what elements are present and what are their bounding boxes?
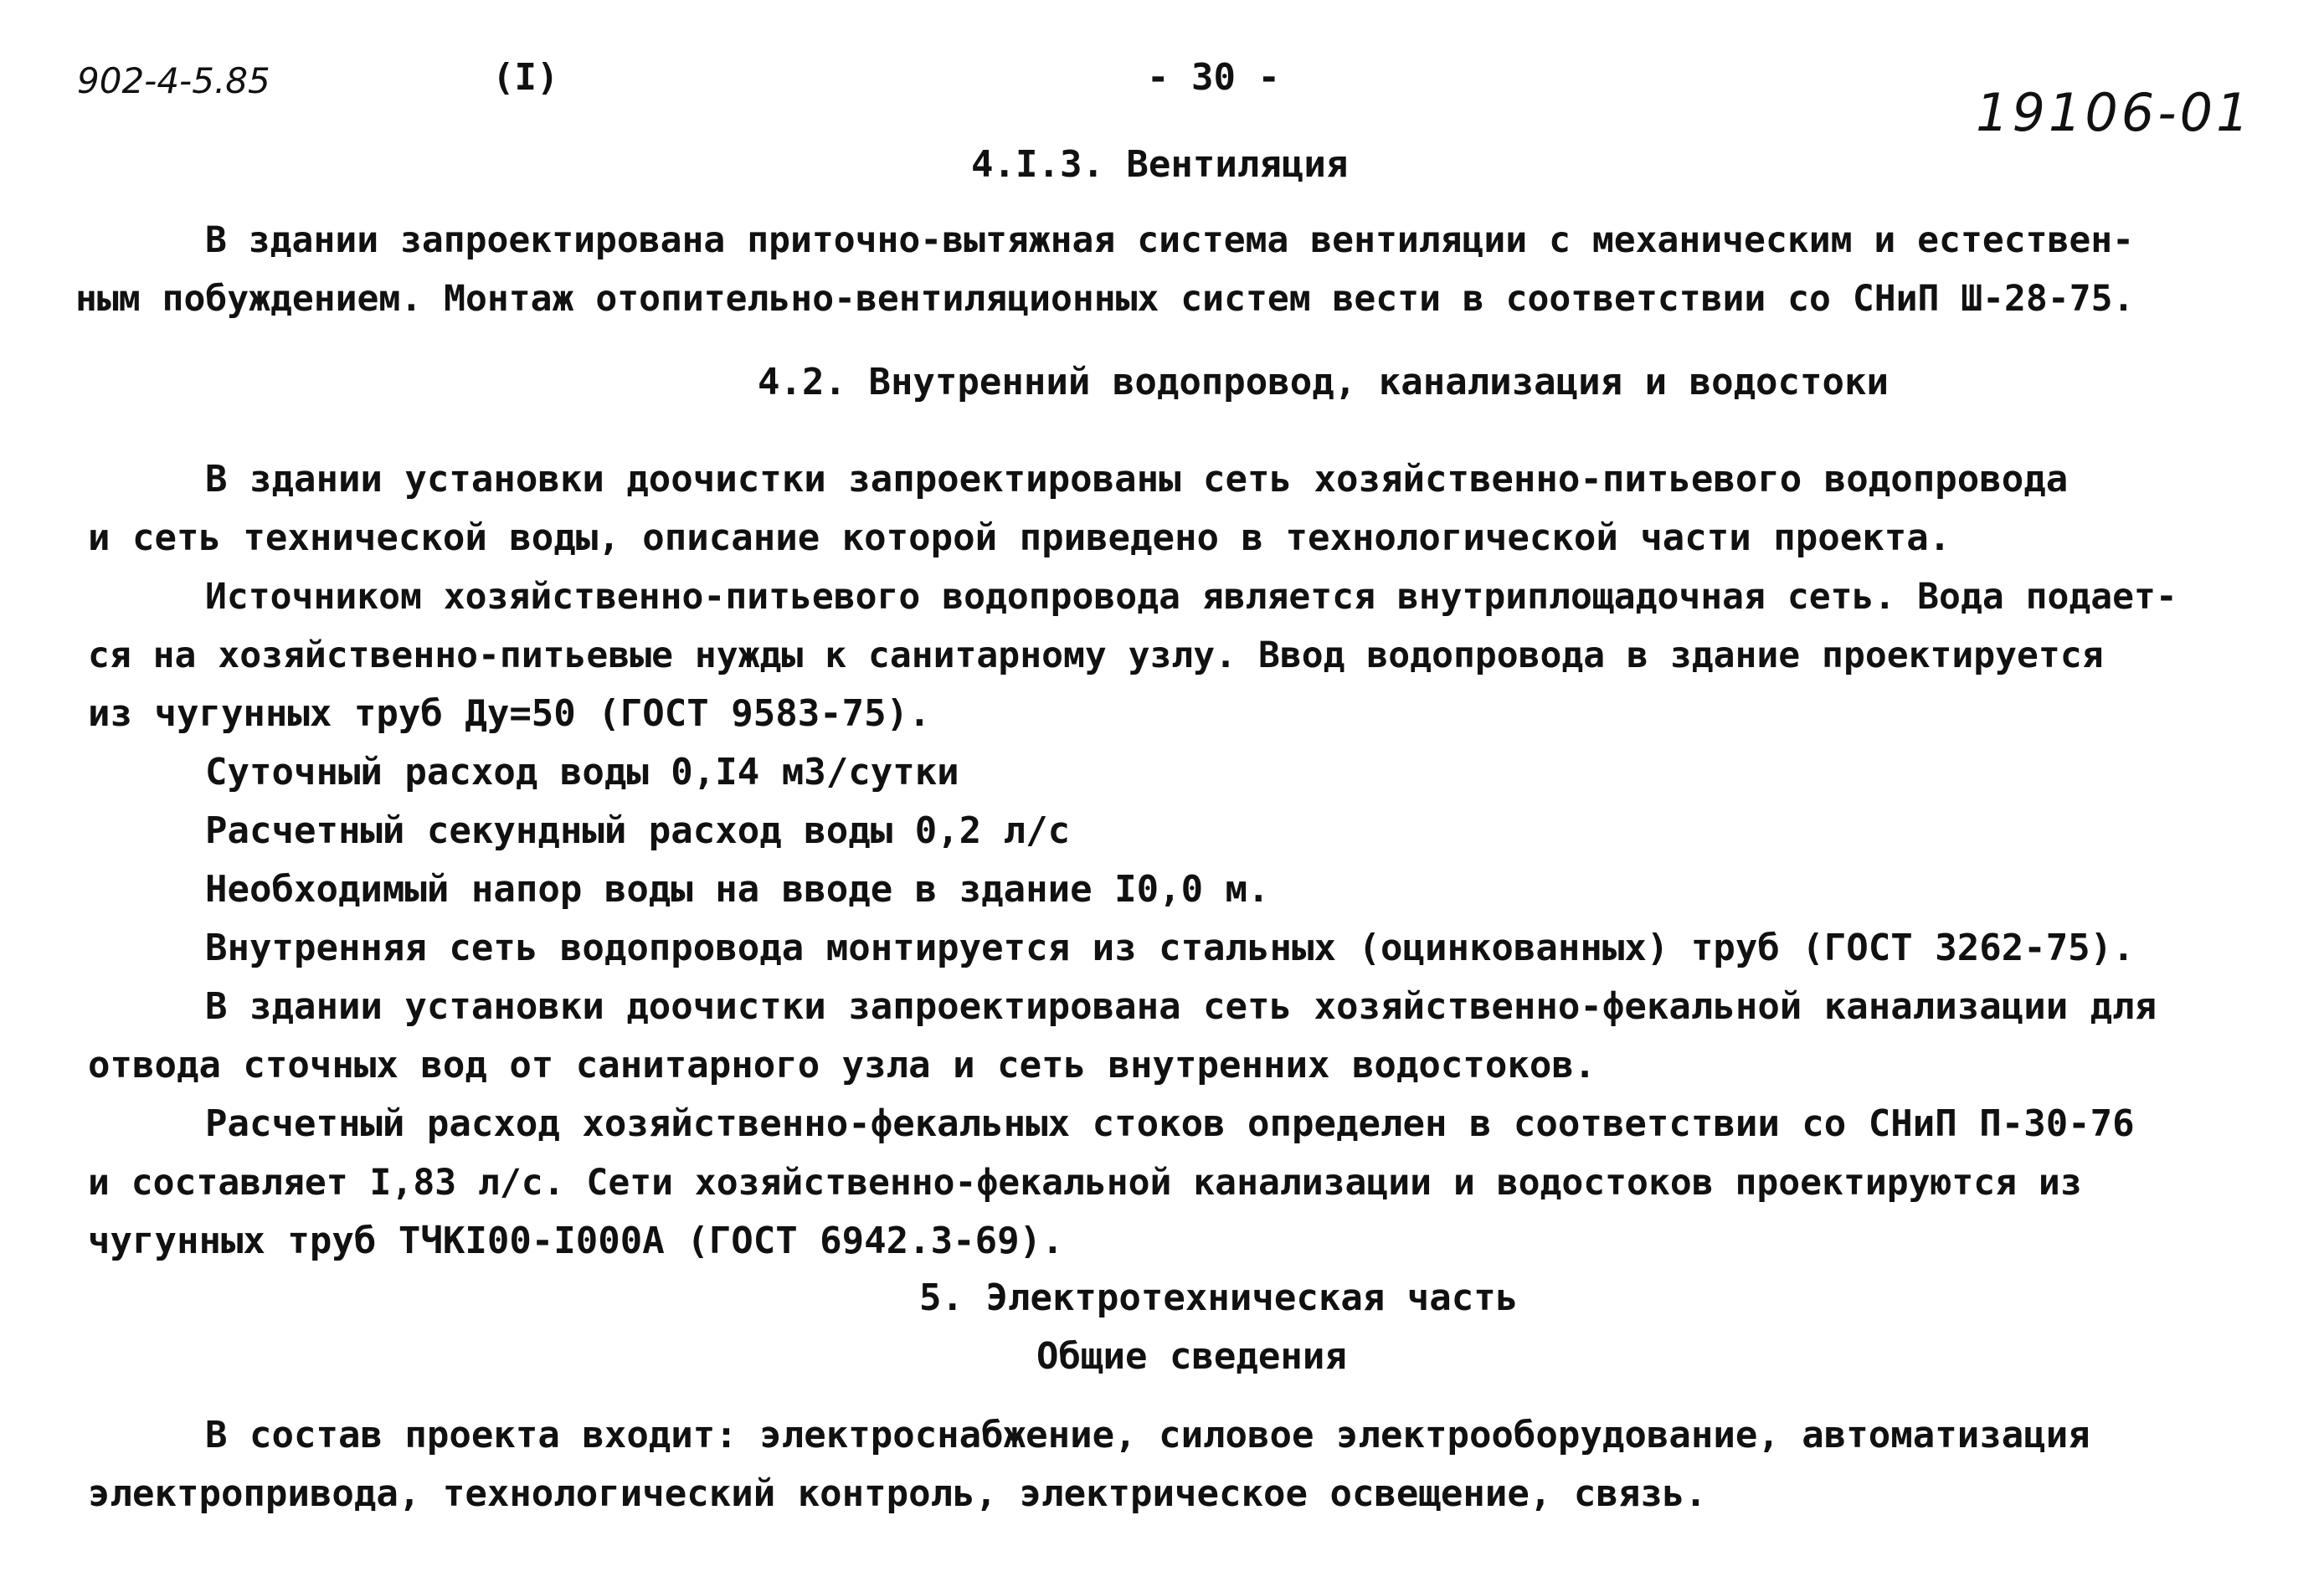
subsection-heading-general: Общие сведения <box>1036 1335 1347 1378</box>
inventory-number: 19106-01 <box>1976 82 2253 143</box>
paragraph-line: В здании установки доочистки запроектирована сеть хозяйственно-фекальной канализации для <box>205 985 2157 1028</box>
paragraph-line: электропривода, технологический контроль, электрическое освещение, связь. <box>88 1472 1707 1515</box>
paragraph-line: отвода сточных вод от санитарного узла и сеть внутренних водостоков. <box>88 1044 1596 1086</box>
part-number: (I) <box>492 56 559 99</box>
paragraph-line: В здании запроектирована приточно-вытяжная система вентиляции с механическим и естествен- <box>205 219 2135 261</box>
paragraph-line: ся на хозяйственно-питьевые нужды к санитарному узлу. Ввод водопровода в здание проектируется <box>88 634 2104 676</box>
paragraph-line: Необходимый напор воды на вводе в здание I0,0 м. <box>205 868 1270 911</box>
paragraph-line: ным побуждением. Монтаж отопительно-вентиляционных систем вести в соответствии со СНиП Ш-28-75. <box>75 278 2135 320</box>
paragraph-line: В здании установки доочистки запроектированы сеть хозяйственно-питьевого водопровода <box>205 458 2069 501</box>
paragraph-line: Суточный расход воды 0,I4 м3/сутки <box>205 751 959 794</box>
paragraph-line: Расчетный секундный расход воды 0,2 л/с <box>205 809 1071 852</box>
paragraph-line: В состав проекта входит: электроснабжение, силовое электрооборудование, автоматизация <box>205 1414 2090 1456</box>
paragraph-line: и сеть технической воды, описание которой приведено в технологической части проекта. <box>88 516 1951 559</box>
paragraph-line: и составляет I,83 л/с. Сети хозяйственно-фекальной канализации и водостоков проектируются из <box>88 1162 2082 1204</box>
section-heading-electrical: 5. Электротехническая часть <box>919 1276 1519 1319</box>
paragraph-line: Внутренняя сеть водопровода монтируется из стальных (оцинкованных) труб (ГОСТ 3262-75). <box>205 927 2135 969</box>
page-number: - 30 - <box>1147 56 1280 99</box>
paragraph-line: из чугунных труб Ду=50 (ГОСТ 9583-75). <box>88 692 931 735</box>
paragraph-line: чугунных труб ТЧКI00-I000А (ГОСТ 6942.3-69). <box>88 1220 1064 1262</box>
section-heading-ventilation: 4.I.3. Вентиляция <box>971 143 1349 186</box>
paragraph-line: Источником хозяйственно-питьевого водопровода является внутриплощадочная сеть. Вода подает- <box>205 576 2177 618</box>
document-code: 902-4-5.85 <box>77 60 270 101</box>
section-heading-water-supply: 4.2. Внутренний водопровод, канализация и водостоки <box>758 361 1890 403</box>
paragraph-line: Расчетный расход хозяйственно-фекальных стоков определен в соответствии со СНиП П-30-76 <box>205 1102 2135 1145</box>
